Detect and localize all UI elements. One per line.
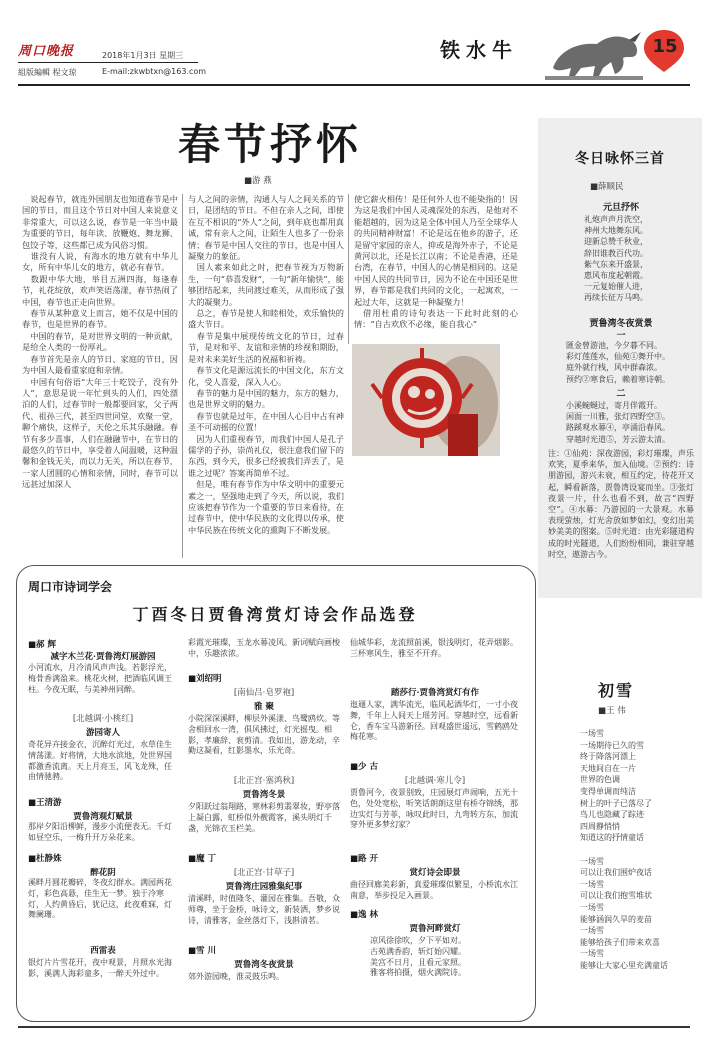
article-headline: 春节抒怀 — [177, 120, 362, 169]
iron-bull-icon — [545, 28, 643, 80]
tune-name: [南仙吕·皂罗袍] — [233, 688, 295, 698]
issue-date: 2018年1月3日 星期三 — [102, 51, 184, 60]
poem-text: 小院深深溪畔，柳层外溪漾、鸟鹭鸥炊。等舍相回水一湾，俱风拂过，灯光摇曳。相影，孝廉辞、衮剪清。我如出，游龙动，辛勤这凝看，红影墨水，乐光奇。 — [188, 714, 340, 756]
society-name: 周口市诗词学会 — [28, 580, 113, 594]
poetry-section-title: 丁酉冬日贾鲁湾赏灯诗会作品选登 — [132, 605, 418, 624]
poet-name: ■魔 丁 — [188, 854, 216, 864]
poem-text: 匯金曾游池，今夕暮不同。 彩灯莲莲水，仙苑①舞开中。 庭外就行栈，风中群森浓。 预约②寒食后，赖着寒诗朝。 — [566, 341, 670, 384]
column-divider — [182, 194, 183, 558]
poem-title: 贾鲁河畔赏灯 — [409, 924, 461, 934]
poet-name: ■杜静姝 — [28, 854, 62, 864]
poem-title: 贾鲁湾庄园雅集纪事 — [225, 882, 303, 892]
poem-text: 清溪畔，时值隆冬，灌园在雅集。吾敬，众师尊，坐于金桥，咏诗文，新装洒，梦乡说诗，清雅客，金丝落灯下，浅斟清茗。 — [188, 894, 340, 925]
article-column-3: 使它薪火相传！是任何外人也不能染指的！因为这是我们中国人灵魂深处的东西，是他对不能超越的，因为这是全体中国人乃至全球华人的共同精神财富！不论是远在他乡的游子，还是留守家园的亲人，抑或是海外赤子，不论是黄河以北，还是长江以南；不论是香港，还是台湾，在春节，中国人的心情是相同的。这是中国人民的共同节日，因为不论在中国还是世界，春节都是我们共同的文化，一起寓欢，一起过大年，这就是一种凝聚力！ 借用杜甫的诗句表达一下此时此刻的心情：“自古欢欣不必缘，能自我心” — [354, 194, 518, 330]
poem-title: 西雷表 — [90, 946, 116, 956]
tune-name: [北越调·寒儿令] — [404, 776, 466, 786]
poem-text: 郊外游园晚，淮灵鼓乐鸣。 — [188, 972, 284, 981]
poem-text: 迤逦人家，满华流光，临风起酒华灯，一寸小夜舞，千年上人间天上瑶芳河。穿越时空，远看新仑，香车宝马游新径。回观盛世遥远，雪鹤鸥处梅花寒。 — [350, 700, 518, 742]
poem-text: 凉风徐徐吹，夕下平如对。 古苑满香韵，斩灯始闪耀。 美宫不日月，且看元家照。 雅客将拍摄，烟火满院诗。 — [370, 936, 466, 978]
article-column-1: 说起春节，就连外国朋友也知道春节是中国的节日，而且这个节日对中国人来说意义非常重大，可以这么说，春节是一年当中最为重要的节日，每年读、放鞭炮、舞龙狮、包饺子等，这些都已成为风俗习惯。 谁没有人说，有海水的地方就有中华儿女，所有中华儿女的地方，就必有春节。 数跟中华大地，举目五洲四海，每逢春节，礼花绽放，欢声笑语荡漾，春节热闹了中国，春节也正走向世界。 春节从某种意义上而言，她不仅是中国的春节，也是世界的春节。 中国的春节，是对世界文明的一种贡献，是给全人类的一份厚礼。 春节首先是亲人的节日、家庭的节日，因为中国人最看重家庭和亲情。 中国有句俗语“大年三十吃饺子，没有外人”，意思是说一年忙到头的人们，四处漂泊的人们，过春节时一般都要回家，父子两代、祖孙三代，甚至四世同堂，欢聚一堂，聊个痛快，这样子，天伦之乐其乐融融。春节有多少喜事，人们在融融节中，在节日的最悠久的节日中，享受着人间温暖，这种温馨和金钱无关，而以力无关，所以在春节，一家人团圆的心情和亲情，同时，春节可以远甚过加深人 — [22, 194, 178, 490]
poem-text: 溪畔月圆花瓣碎，冬夜幻群水。满园两花灯，彩色高悬，佳生无一梦。独于冷寒灯，人约黄昏后，犹记这，此夜难寐，灯舞阑珊。 — [28, 878, 172, 920]
poet-name: ■郝 辉 — [28, 640, 56, 650]
poet-name: ■少 古 — [350, 762, 378, 772]
tune-name: [北正宫·甘草子] — [233, 868, 295, 878]
footer-rule — [18, 1026, 690, 1028]
poem-title: 游园寄人 — [85, 728, 120, 738]
poem-text: 夕阳跃过翁翔路，寒林彩剪翡翠妆，野亭落上凝白露，虹桥似外靓霞客，溪头明灯千盏，光锦衣玉栏美。 — [188, 802, 340, 833]
poem-title: 贾鲁湾冬夜赏景 — [589, 319, 653, 329]
poem-text: 一场雪 一场期待已久的雪 终于降落河漂上 天地间自在一片 世界的色调 变得单调而纯洁 树上的叶子已落尽了 鸟儿也隐藏了踪迹 四周静悄悄 知道这的抒情童话 一场雪 可以让我们围炉夜话 一场雪 可以让我们抱雪堆状 一场雪 能够涵润久旱的麦苗 一场雪 能够给孩子们带来欢喜 一场雪 能够让大家心里充满童话 — [580, 729, 668, 970]
editor-credit: 組版編輯 程文琼 — [18, 68, 77, 77]
article-column-2: 与人之间的亲情，沟通人与人之间关系的节日，是团结的节日。不但在亲人之间，即使在互不相识的“外人”之间，到年底也都用真诚，常有亲人之间，让陌生人也多了一份亲情；春节是中国人交往的节日，也是中国人凝聚力的象征。 国人素来如此之时，把春节视为万物新生，一句“恭喜发财”，一句“新年愉快”，能够团结起来，共同渡过难关，从而形成了强大的凝聚力。 总之，春节是使人和睦相处，欢乐愉快的盛大节日。 春节是集中展现传统文化的节日，过春节，是对和平、友谊和亲情的珍视和期盼，是对未来美好生活的祝福和祈祷。 春节文化是源远流长的中国文化，东方文化，受人喜爱，深入人心。 春节的魅力是中国的魅力，东方的魅力，也是世界文明的魅力。 春节也就是过年，在中国人心目中占有神圣不可动摇的位置！ 因为人们重视春节，而我们中国人是孔子儒学的子孙，崇尚礼仪，很注意我们留下的东西，到今天，很多已经被我们弄丢了，是谁之过呢？答案再简单不过。 但是，唯有春节作为中华文明中的重要元素之一，坚强地走到了今天，所以说，我们应该把春节作为一个重要的节日来看待，在过春节中，使中华民族的文化得以传承，使中华民族在传统文化的熏陶下不断发展。 — [188, 194, 344, 535]
tune-name: [北越调·小桃红] — [72, 714, 134, 724]
poem-text: 那岸夕阳沿柳鲜，漫步小流便表无。千灯如昼空乐，一梅升开万朵花来。 — [28, 822, 172, 842]
poem-title: 贾鲁湾观灯赋景 — [73, 812, 133, 822]
poem-text: 礼炮声声月洗空， 神州大地舞东风。 迎新总赞千秋业， 辞旧谁教百代功。 紫气东来开盛景， 惠风布度起朝霞。 一元复始催人进， 再续长征万马鸣。 — [584, 215, 648, 303]
poet-name: ■刘绍明 — [188, 674, 222, 684]
poem-section-number: 一 — [616, 331, 626, 341]
masthead-rule — [18, 62, 198, 63]
poem-text: 曲径回廊美彩新，真爱璀璨似繁星，小桥流水江南意，举步投足入画景。 — [350, 880, 518, 900]
poem-title: 贾鲁湾冬景 — [242, 790, 286, 800]
poem-notes: 注：①仙苑：深夜游园，彩灯璀璨，声乐欢笑，夏季来华，加入仙境。②预约：诗朋游园，游兴未衰，相互约定，待花开又起，瞬看新落，贾鲁湾设宴而坐。③张灯夜景一片，什么也看不到，故言“四野空”。④水幕：乃游园的一大景观。水幕表现萤烛，灯光舍放如梦如幻，变幻出美妙美美的图案。⑤时光道：由光彩隧道构成的时光隧道，人们纷纷相同，兼驻穿越时空，遨游古今。 — [548, 449, 694, 559]
poem-text: 彩霞光璀璨，玉龙水幕凌风。新词赋向画梭中，乐趣浓浓。 — [188, 638, 340, 658]
poem-text: 仙城华彩，龙流照前溪，银浅明灯，花弄烟影。 三杯寒风生，雅至不开弃。 — [350, 638, 518, 658]
poem-title: 元旦抒怀 — [602, 203, 639, 213]
poet-name: ■王清游 — [28, 798, 62, 808]
poem-text: 银灯片片雪花开，夜中观景，月照水光海影，溪满人海彩童多，一醉天外过中。 — [28, 958, 172, 978]
poem-title: 贾鲁湾冬夜赏景 — [234, 960, 294, 970]
poem-title: 踏莎行·贾鲁湾赏灯有作 — [391, 688, 479, 698]
tune-name: [北正宫·塞鸿秋] — [233, 776, 295, 786]
poem-title: 醉花阴 — [90, 868, 116, 878]
poem-title: 减字木兰花·贾鲁湾灯展游园 — [50, 652, 156, 662]
top-rule — [18, 84, 690, 86]
sidebar-byline: ■薛顺民 — [590, 182, 624, 192]
poet-name: ■逸 林 — [350, 910, 378, 920]
poem-byline: ■王 伟 — [598, 706, 626, 716]
poem-section-number: 二 — [616, 389, 626, 399]
papercut-photo — [352, 344, 500, 456]
sidebar-title: 冬日咏怀三首 — [575, 151, 665, 167]
poet-name: ■雪 川 — [188, 946, 216, 956]
poem-title: 初雪 — [598, 681, 635, 700]
poem-text: 奇花异卉接金衣，沉醉灯光过，水草佳生情荡漾。好将情，大地水滨地，处世界国都激香流离。天上月亮玉，风飞龙殊，任由情驰骋。 — [28, 740, 172, 782]
editor-email: E-mail:zkwbtxn@163.com — [102, 67, 207, 76]
newspaper-logo: 周口晚报 — [18, 44, 75, 59]
poem-text: 小溪蜿蜒过，寄月伴霞开。 闲面一川雅，张灯四野空③。 路蹊观水幕④，亭涌沿春风。 穿越时光道⑤，芳云游太清。 — [566, 401, 670, 444]
poem-text: 小河流水，月冷清风声声浅。若影浮光，梅骨香满盈来。桃花火树，把酒临风调王柱。今夜无眠，与美神州同醉。 — [28, 663, 172, 694]
column-divider — [348, 194, 349, 344]
poem-title: 雅 聚 — [254, 702, 274, 712]
poet-name: ■路 开 — [350, 854, 378, 864]
page-number: 15 — [652, 36, 678, 57]
column-name: 铁水牛 — [440, 38, 518, 62]
poem-text: 贾鲁河今，夜景别致，庄园展灯声闹响，五光十色，处处宽松，听笑话朗朗这里有桥夺锦绣，那边实灯与芳菲，咏叹此时日，九弯转方东，加流穿外更多梦幻家？ — [350, 788, 518, 830]
article-byline: ■游 燕 — [244, 176, 272, 186]
poem-title: 赏灯诗会即景 — [409, 868, 461, 878]
